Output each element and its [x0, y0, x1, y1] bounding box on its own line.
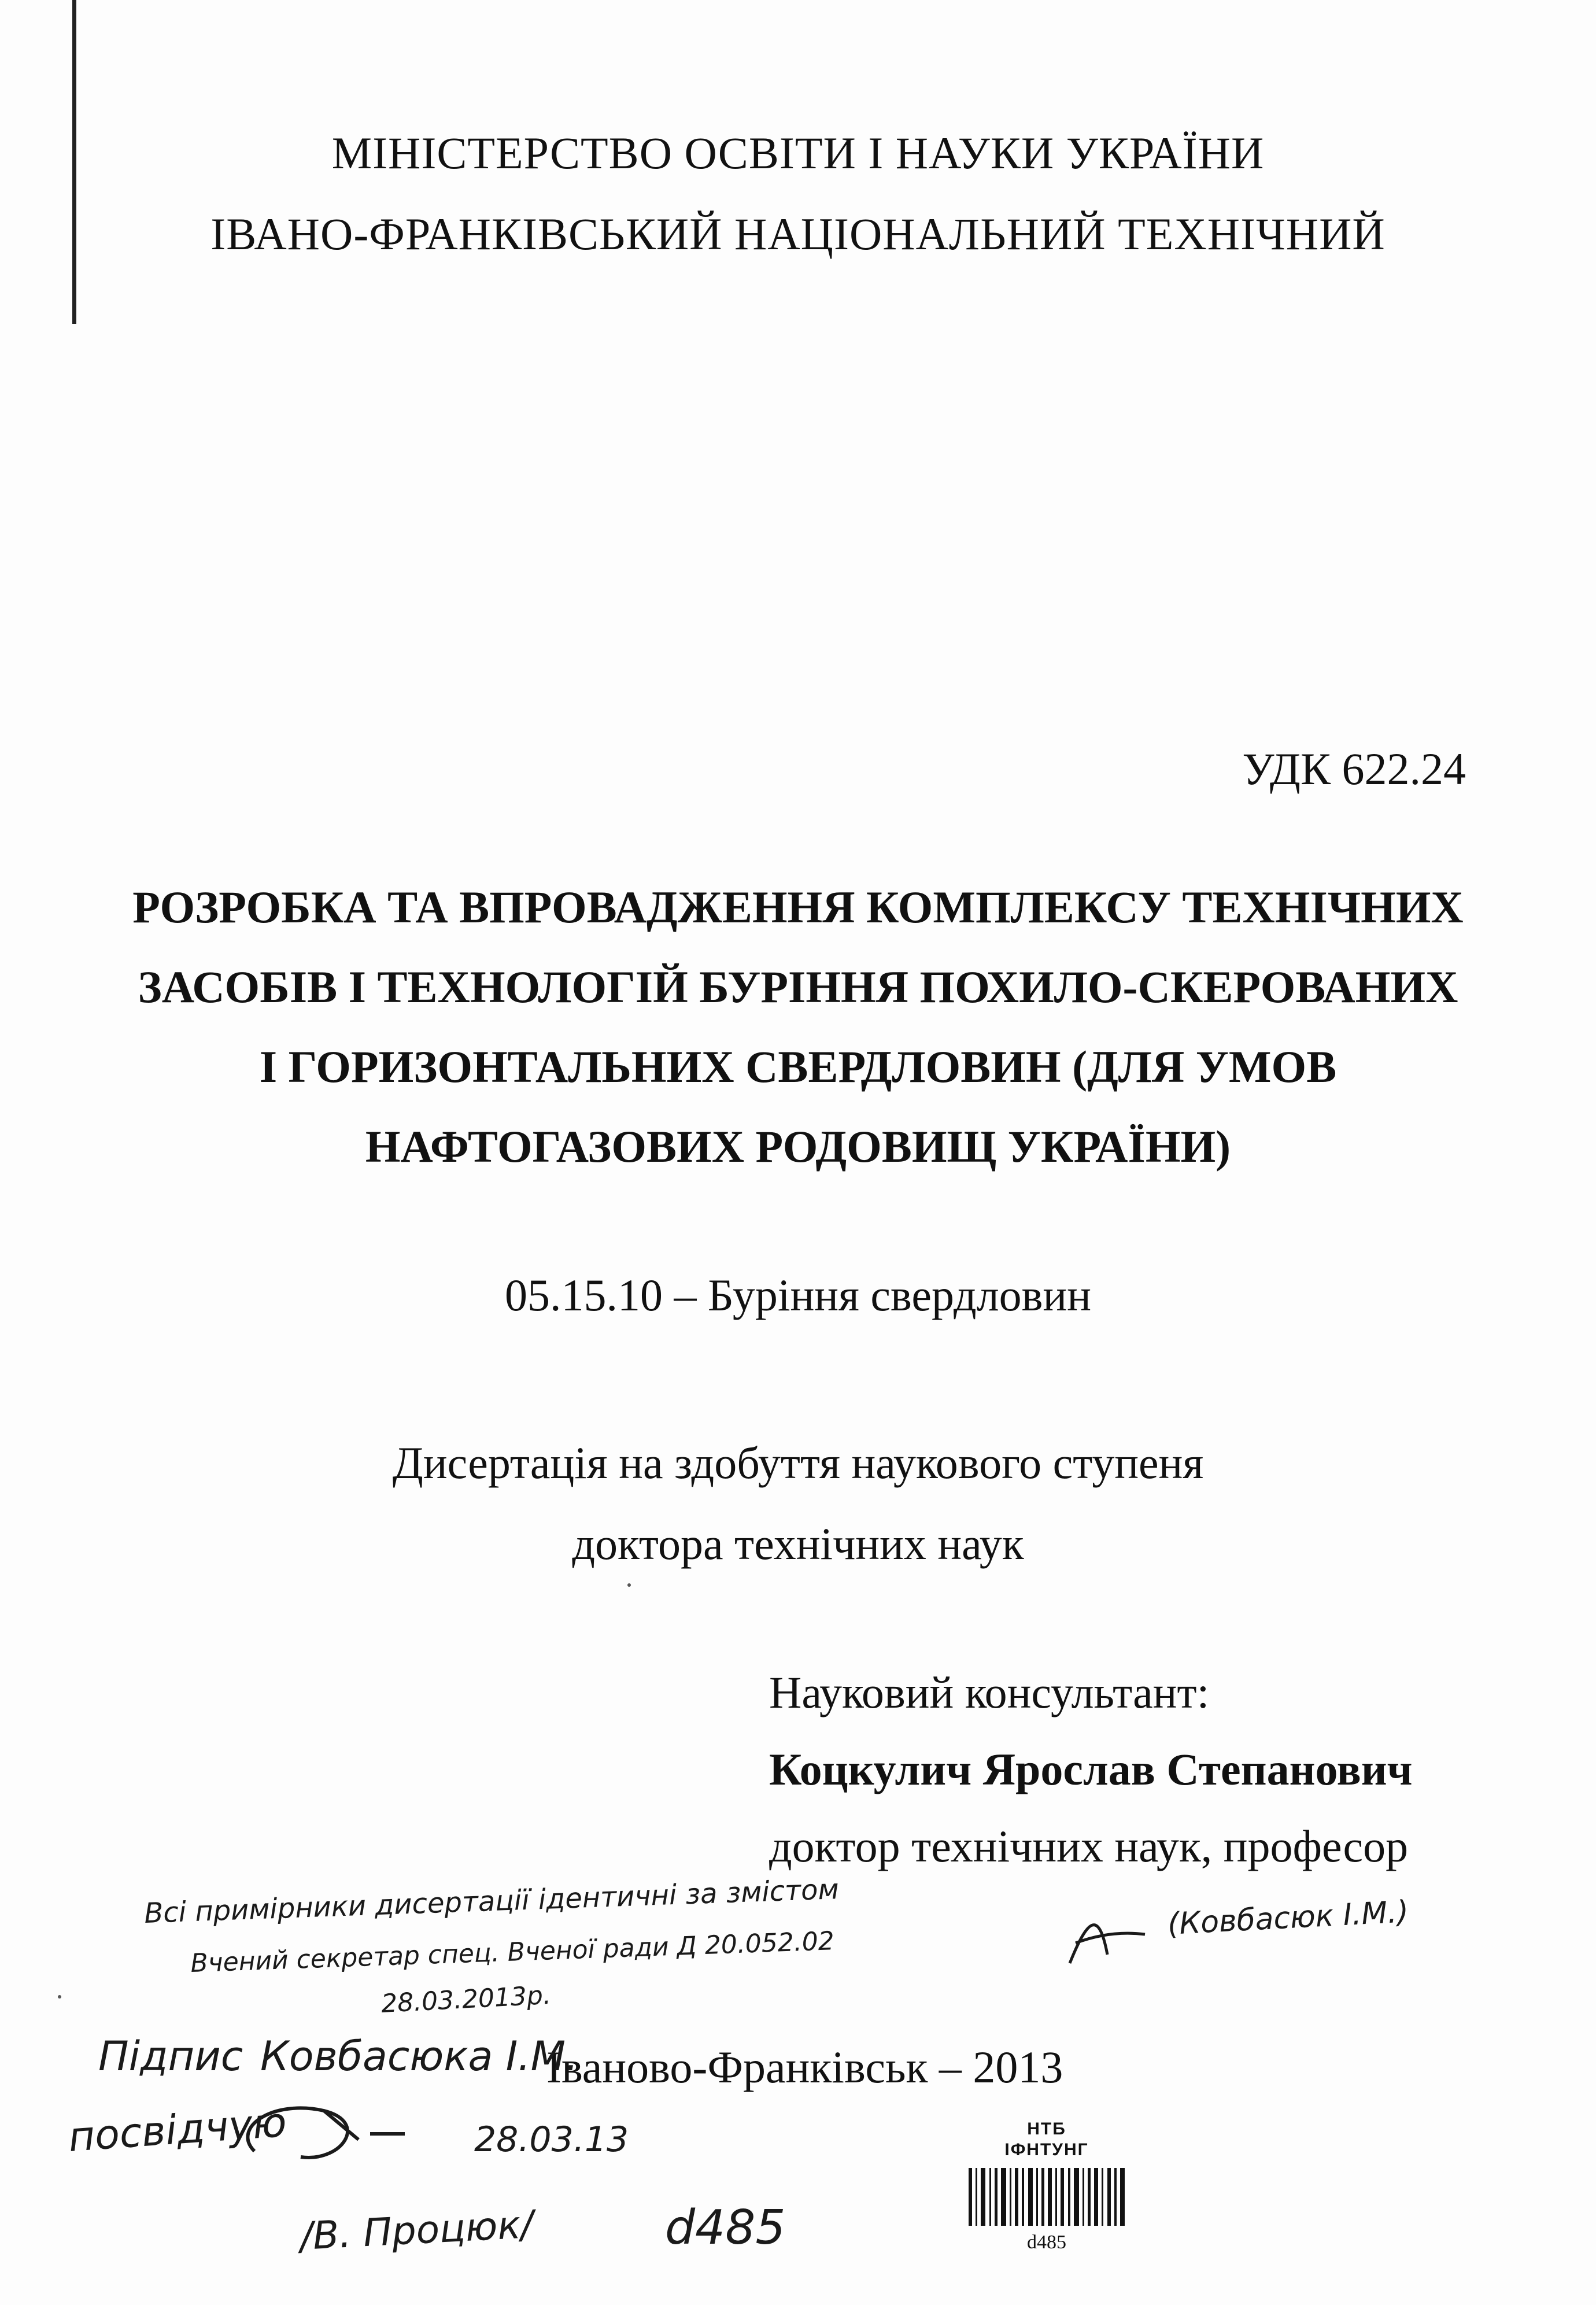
handwritten-note-date: 28.03.2013р. — [380, 1980, 552, 2019]
library-stamp-line-1: НТБ — [1027, 2119, 1066, 2138]
handwritten-note-line-1: Всі примірники дисертації ідентичні за змістом — [143, 1873, 840, 1930]
handwritten-confirm-name: /В. Процюк/ — [298, 2201, 535, 2259]
library-stamp-code: d485 — [1027, 2232, 1066, 2253]
consultant-name: Коцкулич Ярослав Степанович — [769, 1744, 1413, 1794]
title-line-1: РОЗРОБКА ТА ВПРОВАДЖЕННЯ КОМПЛЕКСУ ТЕХНІЧНИХ — [132, 882, 1464, 932]
degree-line-2: доктора технічних наук — [572, 1519, 1024, 1569]
library-stamp-line-2: ІФНТУНГ — [1004, 2140, 1089, 2159]
handwritten-sign-prefix: Підпис — [98, 2033, 243, 2080]
udk-code: УДК 622.24 — [1242, 744, 1466, 794]
handwritten-sign-name: Ковбасюка І.М. — [260, 2033, 579, 2080]
ministry-line: МІНІСТЕРСТВО ОСВІТИ І НАУКИ УКРАЇНИ — [331, 128, 1265, 178]
consultant-label: Науковий консультант: — [769, 1667, 1210, 1717]
consultant-title: доктор технічних наук, професор — [769, 1821, 1409, 1871]
library-stamp — [960, 2119, 1133, 2254]
secretary-signature-icon — [1070, 1925, 1145, 1963]
barcode-icon — [969, 2168, 1125, 2226]
handwritten-confirm-date: 28.03.13 — [474, 2119, 629, 2160]
title-line-3: І ГОРИЗОНТАЛЬНИХ СВЕРДЛОВИН (ДЛЯ УМОВ — [259, 1041, 1337, 1092]
title-line-4: НАФТОГАЗОВИХ РОДОВИЩ УКРАЇНИ) — [365, 1121, 1231, 1172]
city-year: Іваново-Франківськ – 2013 — [546, 2042, 1063, 2092]
specialty: 05.15.10 – Буріння свердловин — [505, 1270, 1091, 1320]
university-line: ІВАНО-ФРАНКІВСЬКИЙ НАЦІОНАЛЬНИЙ ТЕХНІЧНИЙ — [210, 209, 1386, 259]
handwritten-confirm: посвідчую — [66, 2098, 289, 2161]
title-line-2: ЗАСОБІВ І ТЕХНОЛОГІЙ БУРІННЯ ПОХИЛО-СКЕРОВАНИХ — [138, 962, 1458, 1012]
handwritten-inventory-number: d485 — [665, 2200, 786, 2255]
degree-line-1: Дисертація на здобуття наукового ступеня — [392, 1438, 1204, 1488]
handwritten-note-name: (Ковбасюк І.М.) — [1166, 1894, 1410, 1942]
handwritten-note-line-2: Вчений секретар спец. Вченої ради Д 20.052.02 — [190, 1926, 835, 1978]
